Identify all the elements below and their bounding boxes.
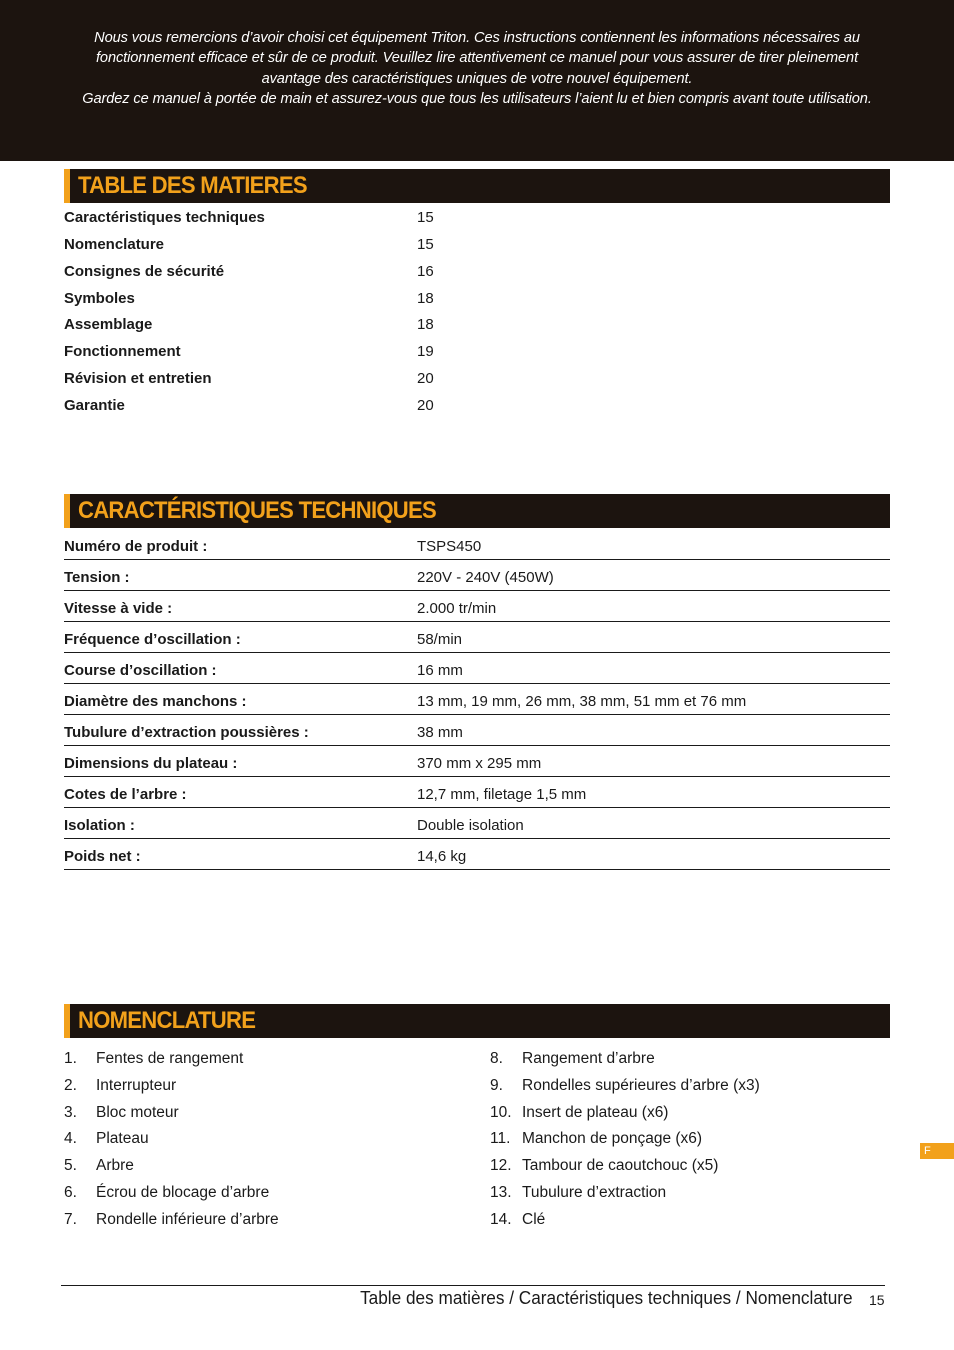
spec-row [64,809,890,839]
toc-page: 19 [417,343,434,360]
language-tab: F [920,1143,954,1159]
toc-row [64,259,890,285]
toc-label: Symboles [64,290,135,307]
item-text: Fentes de rangement [96,1050,244,1067]
specs-title: CARACTÉRISTIQUES TECHNIQUES [78,497,436,524]
page-number: 15 [869,1292,885,1308]
toc-page: 18 [417,290,434,307]
spec-label: Course d’oscillation : [64,662,217,679]
toc-page: 18 [417,316,434,333]
item-text: Plateau [96,1130,149,1147]
specs-header [64,494,890,528]
item-number: 3. [64,1104,77,1121]
item-number: 8. [490,1050,503,1067]
toc-label: Fonctionnement [64,343,181,360]
spec-label: Diamètre des manchons : [64,693,247,710]
item-text: Insert de plateau (x6) [522,1104,669,1121]
spec-value: 13 mm, 19 mm, 26 mm, 38 mm, 51 mm et 76 mm [417,693,747,710]
intro-text [40,28,914,109]
spec-value: 16 mm [417,662,463,679]
toc-label: Caractéristiques techniques [64,209,265,226]
item-text: Bloc moteur [96,1104,179,1121]
spec-label: Isolation : [64,817,135,834]
toc-label: Consignes de sécurité [64,263,225,280]
item-number: 10. [490,1104,512,1121]
spec-value: 220V - 240V (450W) [417,569,554,586]
item-text: Arbre [96,1157,134,1174]
toc-row [64,366,890,392]
item-number: 5. [64,1157,77,1174]
toc-page: 16 [417,263,434,280]
item-number: 1. [64,1050,77,1067]
nomenclature-title: NOMENCLATURE [78,1007,256,1034]
item-number: 9. [490,1077,503,1094]
spec-value: Double isolation [417,817,524,834]
toc-label: Nomenclature [64,236,165,253]
toc-row [64,339,890,365]
spec-value: 2.000 tr/min [417,600,497,617]
spec-label: Cotes de l’arbre : [64,786,187,803]
spec-value: 14,6 kg [417,848,467,865]
item-number: 4. [64,1130,77,1147]
spec-label: Numéro de produit : [64,538,208,555]
item-text: Écrou de blocage d’arbre [96,1184,270,1201]
spec-value: 38 mm [417,724,463,741]
item-number: 13. [490,1184,512,1201]
spec-value: 58/min [417,631,463,648]
item-text: Tambour de caoutchouc (x5) [522,1157,719,1174]
toc-row [64,312,890,338]
spec-row [64,840,890,870]
item-text: Rangement d’arbre [522,1050,655,1067]
spec-label: Vitesse à vide : [64,600,173,617]
item-text: Clé [522,1211,546,1228]
toc-page: 15 [417,209,434,226]
spec-row [64,592,890,622]
toc-page: 15 [417,236,434,253]
toc-title: TABLE DES MATIERES [78,172,307,199]
nomenclature-header [64,1004,890,1038]
item-number: 7. [64,1211,77,1228]
toc-row [64,393,890,419]
spec-label: Fréquence d’oscillation : [64,631,241,648]
toc-row [64,232,890,258]
spec-row [64,654,890,684]
intro-line: fonctionnement efficace et sûr de ce produit. Veuillez lire attentivement ce manuel pour vous assurer de tirer pleinement [95,50,859,67]
toc-header [64,169,890,203]
intro-line: Nous vous remercions d’avoir choisi cet équipement Triton. Ces instructions contiennent les informations nécessaires au [94,30,860,46]
toc-row [64,205,890,231]
spec-row [64,716,890,746]
item-number: 11. [490,1130,511,1147]
spec-label: Tension : [64,569,130,586]
item-text: Manchon de ponçage (x6) [522,1130,703,1147]
item-number: 12. [490,1157,512,1174]
intro-line: avantage des caractéristiques uniques de votre nouvel équipement. [261,70,693,87]
spec-row [64,747,890,777]
toc-page: 20 [417,370,434,387]
intro-banner [0,0,954,161]
spec-row [64,530,890,560]
spec-label: Dimensions du plateau : [64,755,238,772]
item-number: 2. [64,1077,77,1094]
spec-row [64,561,890,591]
toc-page: 20 [417,397,434,414]
toc-label: Assemblage [64,316,153,333]
item-text: Tubulure d’extraction [522,1184,667,1201]
toc-row [64,286,890,312]
spec-row [64,685,890,715]
toc-label: Garantie [64,397,125,414]
item-text: Rondelles supérieures d’arbre (x3) [522,1077,760,1094]
footer-title: Table des matières / Caractéristiques techniques / Nomenclature [360,1287,853,1308]
item-text: Interrupteur [96,1077,177,1094]
intro-line: Gardez ce manuel à portée de main et assurez-vous que tous les utilisateurs l’aient lu et bien compris avant toute utilisation. [82,90,872,107]
spec-value: TSPS450 [417,538,482,555]
spec-value: 12,7 mm, filetage 1,5 mm [417,786,587,803]
spec-value: 370 mm x 295 mm [417,755,542,772]
footer-divider [61,1285,885,1286]
toc-label: Révision et entretien [64,370,212,387]
spec-label: Tubulure d’extraction poussières : [64,724,309,741]
spec-label: Poids net : [64,848,141,865]
item-number: 6. [64,1184,77,1201]
item-text: Rondelle inférieure d’arbre [96,1211,279,1228]
spec-row [64,623,890,653]
spec-row [64,778,890,808]
item-number: 14. [490,1211,512,1228]
